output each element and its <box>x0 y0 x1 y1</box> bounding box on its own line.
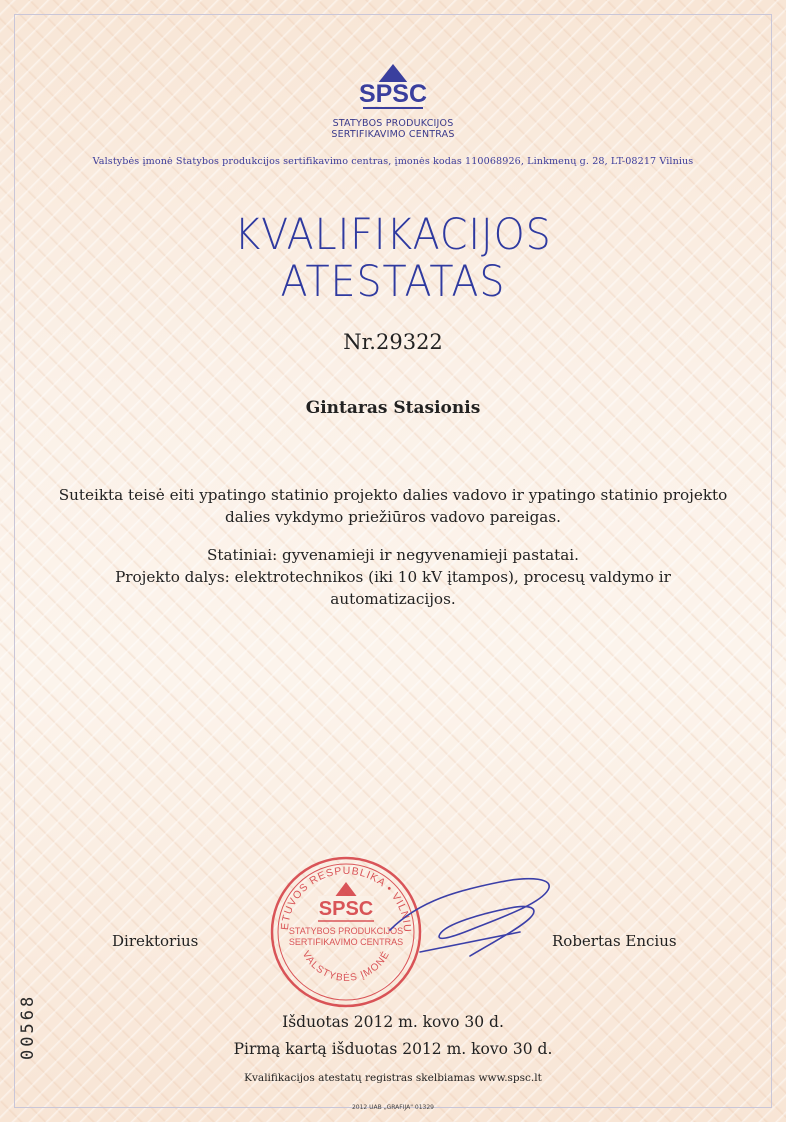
stamp-line-1: STATYBOS PRODUKCIJOS <box>288 926 404 936</box>
signature-mark <box>380 860 560 970</box>
title-line-2: ATESTATAS <box>280 257 506 307</box>
first-issued-date: Pirmą kartą išduotas 2012 m. kovo 30 d. <box>233 1040 553 1058</box>
certificate-title <box>31 212 754 306</box>
spsc-logo-mark <box>357 62 429 118</box>
grant-line-1: Suteikta teisė eiti ypatingo statinio projekto dalies vadovo ir ypatingo statinio projekto <box>58 486 728 504</box>
signer-title: Direktorius <box>112 932 199 950</box>
parts-line-2: automatizacijos. <box>330 590 456 608</box>
logo-line-2: SERTIFIKAVIMO CENTRAS <box>331 129 455 140</box>
stamp-top-arc: ETUVOS RESPUBLIKA • VILNIU <box>278 864 414 934</box>
registry-note: Kvalifikacijos atestatų registras skelbiamas www.spsc.lt <box>244 1072 542 1084</box>
grant-text <box>40 484 746 528</box>
svg-text:VALSTYBĖS ĮMONĖ <box>300 948 392 984</box>
logo-line-1: STATYBOS PRODUKCIJOS <box>332 118 454 129</box>
stamp-line-2: SERTIFIKAVIMO CENTRAS <box>288 937 404 947</box>
grant-line-2: dalies vykdymo priežiūros vadovo pareigas. <box>225 508 561 526</box>
issuer-line: Valstybės įmonė Statybos produkcijos sertifikavimo centras, įmonės kodas 110068926, Linkmenų g. 28, LT-08217 Vilnius <box>92 156 694 167</box>
buildings-line: Statiniai: gyvenamieji ir negyvenamieji pastatai. <box>207 546 579 564</box>
holder-name: Gintaras Stasionis <box>305 398 481 418</box>
signer-name: Robertas Encius <box>552 932 677 950</box>
director-signature <box>380 860 560 974</box>
parts-line-1: Projekto dalys: elektrotechnikos (iki 10 kV įtampos), procesų valdymo ir <box>115 568 671 586</box>
spsc-logo <box>328 62 458 140</box>
stamp-bottom-arc: VALSTYBĖS ĮMONĖ <box>299 949 393 984</box>
title-line-1: KVALIFIKACIJOS <box>234 210 552 260</box>
serial-number: 00568 <box>18 993 38 1060</box>
issued-date: Išduotas 2012 m. kovo 30 d. <box>282 1013 504 1031</box>
stamp-abbr: SPSC <box>318 898 374 920</box>
printer-note: 2012 UAB „GRAFIJA" 01329 <box>351 1104 434 1111</box>
logo-abbr: SPSC <box>358 80 428 108</box>
scope-text <box>40 544 746 610</box>
certificate-number: Nr.29322 <box>343 330 443 354</box>
